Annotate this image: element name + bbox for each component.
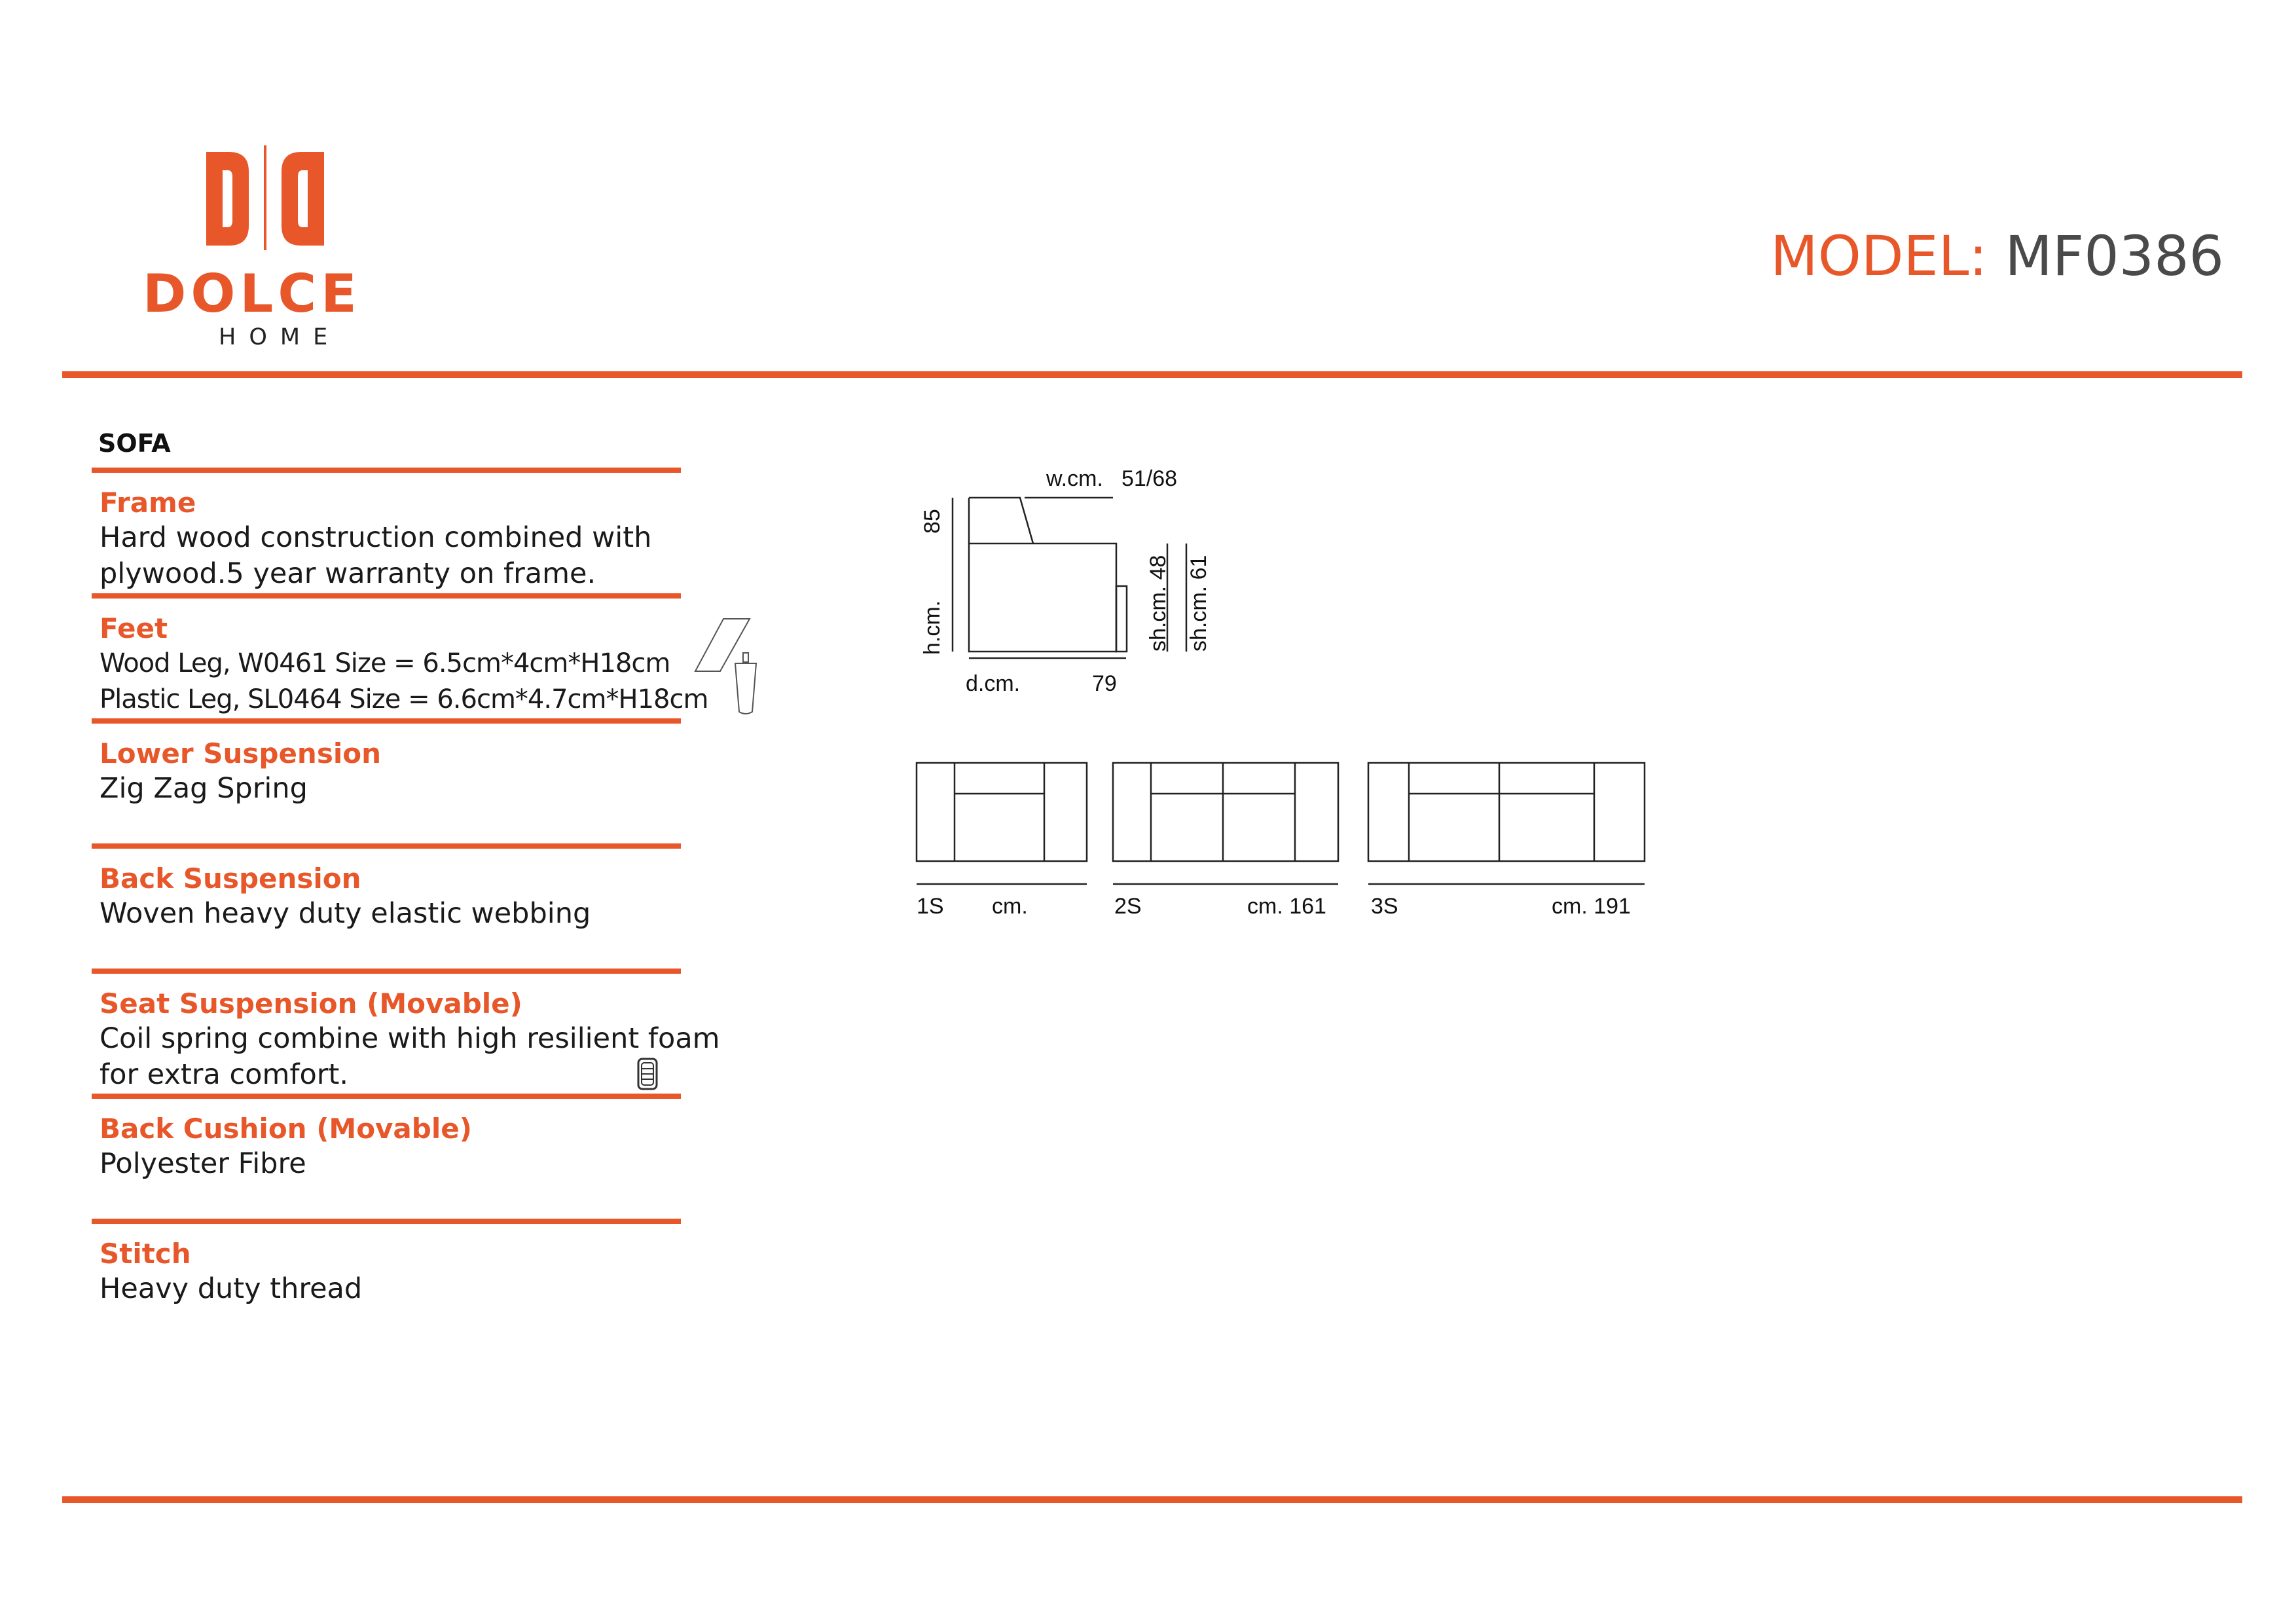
spec-heading: Lower Suspension [100, 737, 381, 769]
spec-text: Plastic Leg, SL0464 Size = 6.6cm*4.7cm*H18cm [100, 684, 708, 714]
spec-stitch [92, 1219, 681, 1307]
plan-3s [1362, 760, 1656, 923]
logo-subtitle: HOME [219, 324, 341, 350]
spec-frame [92, 468, 681, 592]
side-view-diagram [903, 458, 1244, 707]
seat-height-2: sh.cm. 61 [1186, 555, 1211, 652]
spec-text: Hard wood construction combined with [100, 521, 652, 554]
spec-text: plywood.5 year warranty on frame. [100, 557, 596, 590]
model-title [1770, 224, 2224, 288]
plastic-leg-icon [730, 652, 763, 717]
spec-text: Coil spring combine with high resilient foam [100, 1022, 720, 1055]
spec-feet [92, 593, 708, 718]
footer-divider [62, 1496, 2242, 1503]
height-value: 85 [920, 509, 945, 534]
spec-lower-suspension [92, 718, 681, 807]
spec-divider [92, 843, 681, 849]
plan-1s [910, 760, 1106, 923]
spec-divider [92, 593, 681, 599]
spec-text: Heavy duty thread [100, 1272, 363, 1305]
product-type: SOFA [98, 429, 171, 458]
depth-label: d.cm. [966, 671, 1021, 696]
spec-divider [92, 1219, 681, 1224]
coil-spring-icon [636, 1057, 659, 1091]
spec-text: Wood Leg, W0461 Size = 6.5cm*4cm*H18cm [100, 648, 670, 678]
plan-size: cm. 161 [1247, 894, 1326, 919]
model-number: MF0386 [2005, 224, 2224, 288]
spec-heading: Feet [100, 612, 168, 644]
spec-heading: Back Cushion (Movable) [100, 1113, 472, 1145]
plan-2s [1106, 760, 1355, 923]
spec-text: Woven heavy duty elastic webbing [100, 897, 591, 930]
seat-height-1: sh.cm. 48 [1146, 555, 1171, 652]
plan-code: 2S [1114, 894, 1142, 919]
logo-wordmark: DOLCE [143, 263, 361, 324]
spec-heading: Back Suspension [100, 862, 361, 895]
spec-divider [92, 468, 681, 473]
spec-back-suspension [92, 843, 681, 932]
plan-size: cm. [992, 894, 1028, 919]
spec-divider [92, 1094, 681, 1099]
spec-divider [92, 718, 681, 724]
header-divider [62, 371, 2242, 378]
spec-heading: Seat Suspension (Movable) [100, 987, 522, 1020]
spec-seat-suspension [92, 969, 720, 1093]
width-value: 51/68 [1121, 466, 1178, 491]
plan-code: 1S [917, 894, 944, 919]
spec-divider [92, 969, 681, 974]
spec-text: for extra comfort. [100, 1058, 348, 1091]
spec-text: Polyester Fibre [100, 1147, 306, 1180]
model-label: MODEL: [1770, 224, 1988, 288]
depth-value: 79 [1092, 671, 1117, 696]
spec-back-cushion [92, 1094, 681, 1182]
height-label: h.cm. [920, 600, 945, 655]
spec-heading: Frame [100, 487, 196, 519]
spec-text: Zig Zag Spring [100, 772, 308, 805]
spec-heading: Stitch [100, 1238, 191, 1270]
plan-code: 3S [1371, 894, 1398, 919]
width-label: w.cm. [1046, 466, 1103, 491]
plan-size: cm. 191 [1552, 894, 1631, 919]
